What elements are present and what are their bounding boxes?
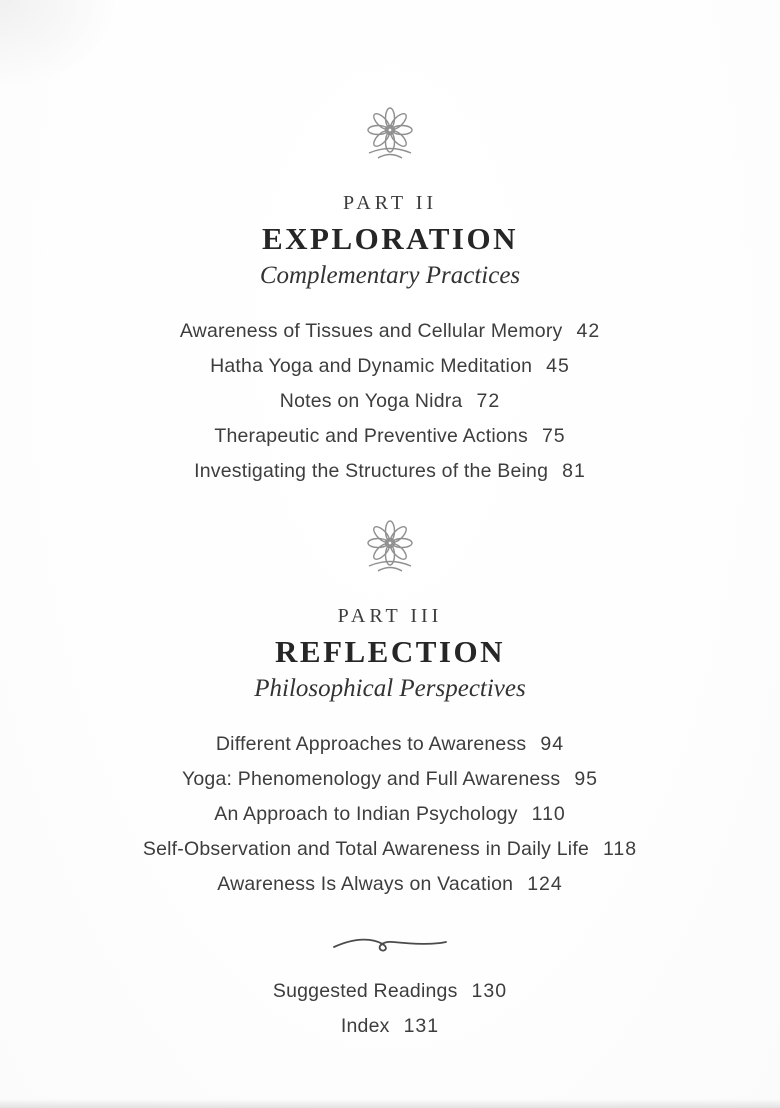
toc-entry-title: Suggested Readings [272, 980, 458, 1002]
toc-entry-title: An Approach to Indian Psychology [214, 803, 518, 825]
toc-entry-title: Therapeutic and Preventive Actions [214, 425, 528, 447]
toc-entry [0, 974, 780, 1009]
toc-entry [0, 832, 780, 867]
section-title: EXPLORATION [261, 221, 518, 256]
toc-entry-page: 94 [540, 733, 565, 755]
toc-entry-page: 95 [574, 768, 599, 790]
toc-entry-page: 131 [403, 1015, 440, 1037]
toc-entry [0, 867, 780, 902]
toc-entry [0, 349, 780, 384]
toc-entry [0, 314, 780, 349]
section-title: REFLECTION [275, 634, 505, 669]
toc-entries-part2 [0, 314, 780, 489]
toc-entry-page: 75 [541, 425, 566, 447]
toc-entry-title: Self-Observation and Total Awareness in Daily Life [142, 838, 589, 860]
toc-entry-page: 72 [476, 390, 501, 412]
toc-entry [0, 454, 780, 489]
toc-entry-page: 124 [527, 873, 563, 895]
toc-entry-page: 81 [562, 460, 586, 482]
scan-shadow-corner [0, 0, 120, 90]
toc-entry [0, 727, 780, 762]
flourish-divider-icon [330, 934, 450, 956]
toc-entry-title: Index [340, 1015, 390, 1037]
toc-entry-title: Awareness Is Always on Vacation [217, 873, 514, 895]
toc-entry-page: 118 [603, 838, 638, 860]
section-subtitle: Complementary Practices [259, 262, 521, 289]
part-label: PART III [337, 605, 443, 627]
section-subtitle: Philosophical Perspectives [254, 675, 526, 702]
toc-entry-page: 45 [546, 355, 570, 377]
toc-entries-part3 [0, 727, 780, 902]
toc-entry [0, 762, 780, 797]
toc-entry-page: 42 [576, 320, 601, 342]
toc-entry [0, 384, 780, 419]
floral-ornament-icon [359, 519, 421, 577]
toc-entry-title: Investigating the Structures of the Being [194, 460, 549, 482]
floral-ornament-icon [359, 106, 421, 164]
scan-shadow-bottom [0, 1099, 780, 1108]
part-label: PART II [342, 192, 438, 214]
toc-entry [0, 797, 780, 832]
toc-entry [0, 419, 780, 454]
toc-entry-title: Different Approaches to Awareness [215, 733, 527, 755]
toc-entry-title: Hatha Yoga and Dynamic Meditation [210, 355, 533, 377]
toc-entry-title: Yoga: Phenomenology and Full Awareness [181, 768, 561, 790]
toc-entry-page: 110 [531, 803, 566, 825]
toc-entry [0, 1009, 780, 1044]
toc-entry-title: Notes on Yoga Nidra [279, 390, 463, 412]
toc-entry-title: Awareness of Tissues and Cellular Memory [179, 320, 563, 342]
back-matter-entries [0, 974, 780, 1044]
toc-entry-page: 130 [471, 980, 508, 1002]
